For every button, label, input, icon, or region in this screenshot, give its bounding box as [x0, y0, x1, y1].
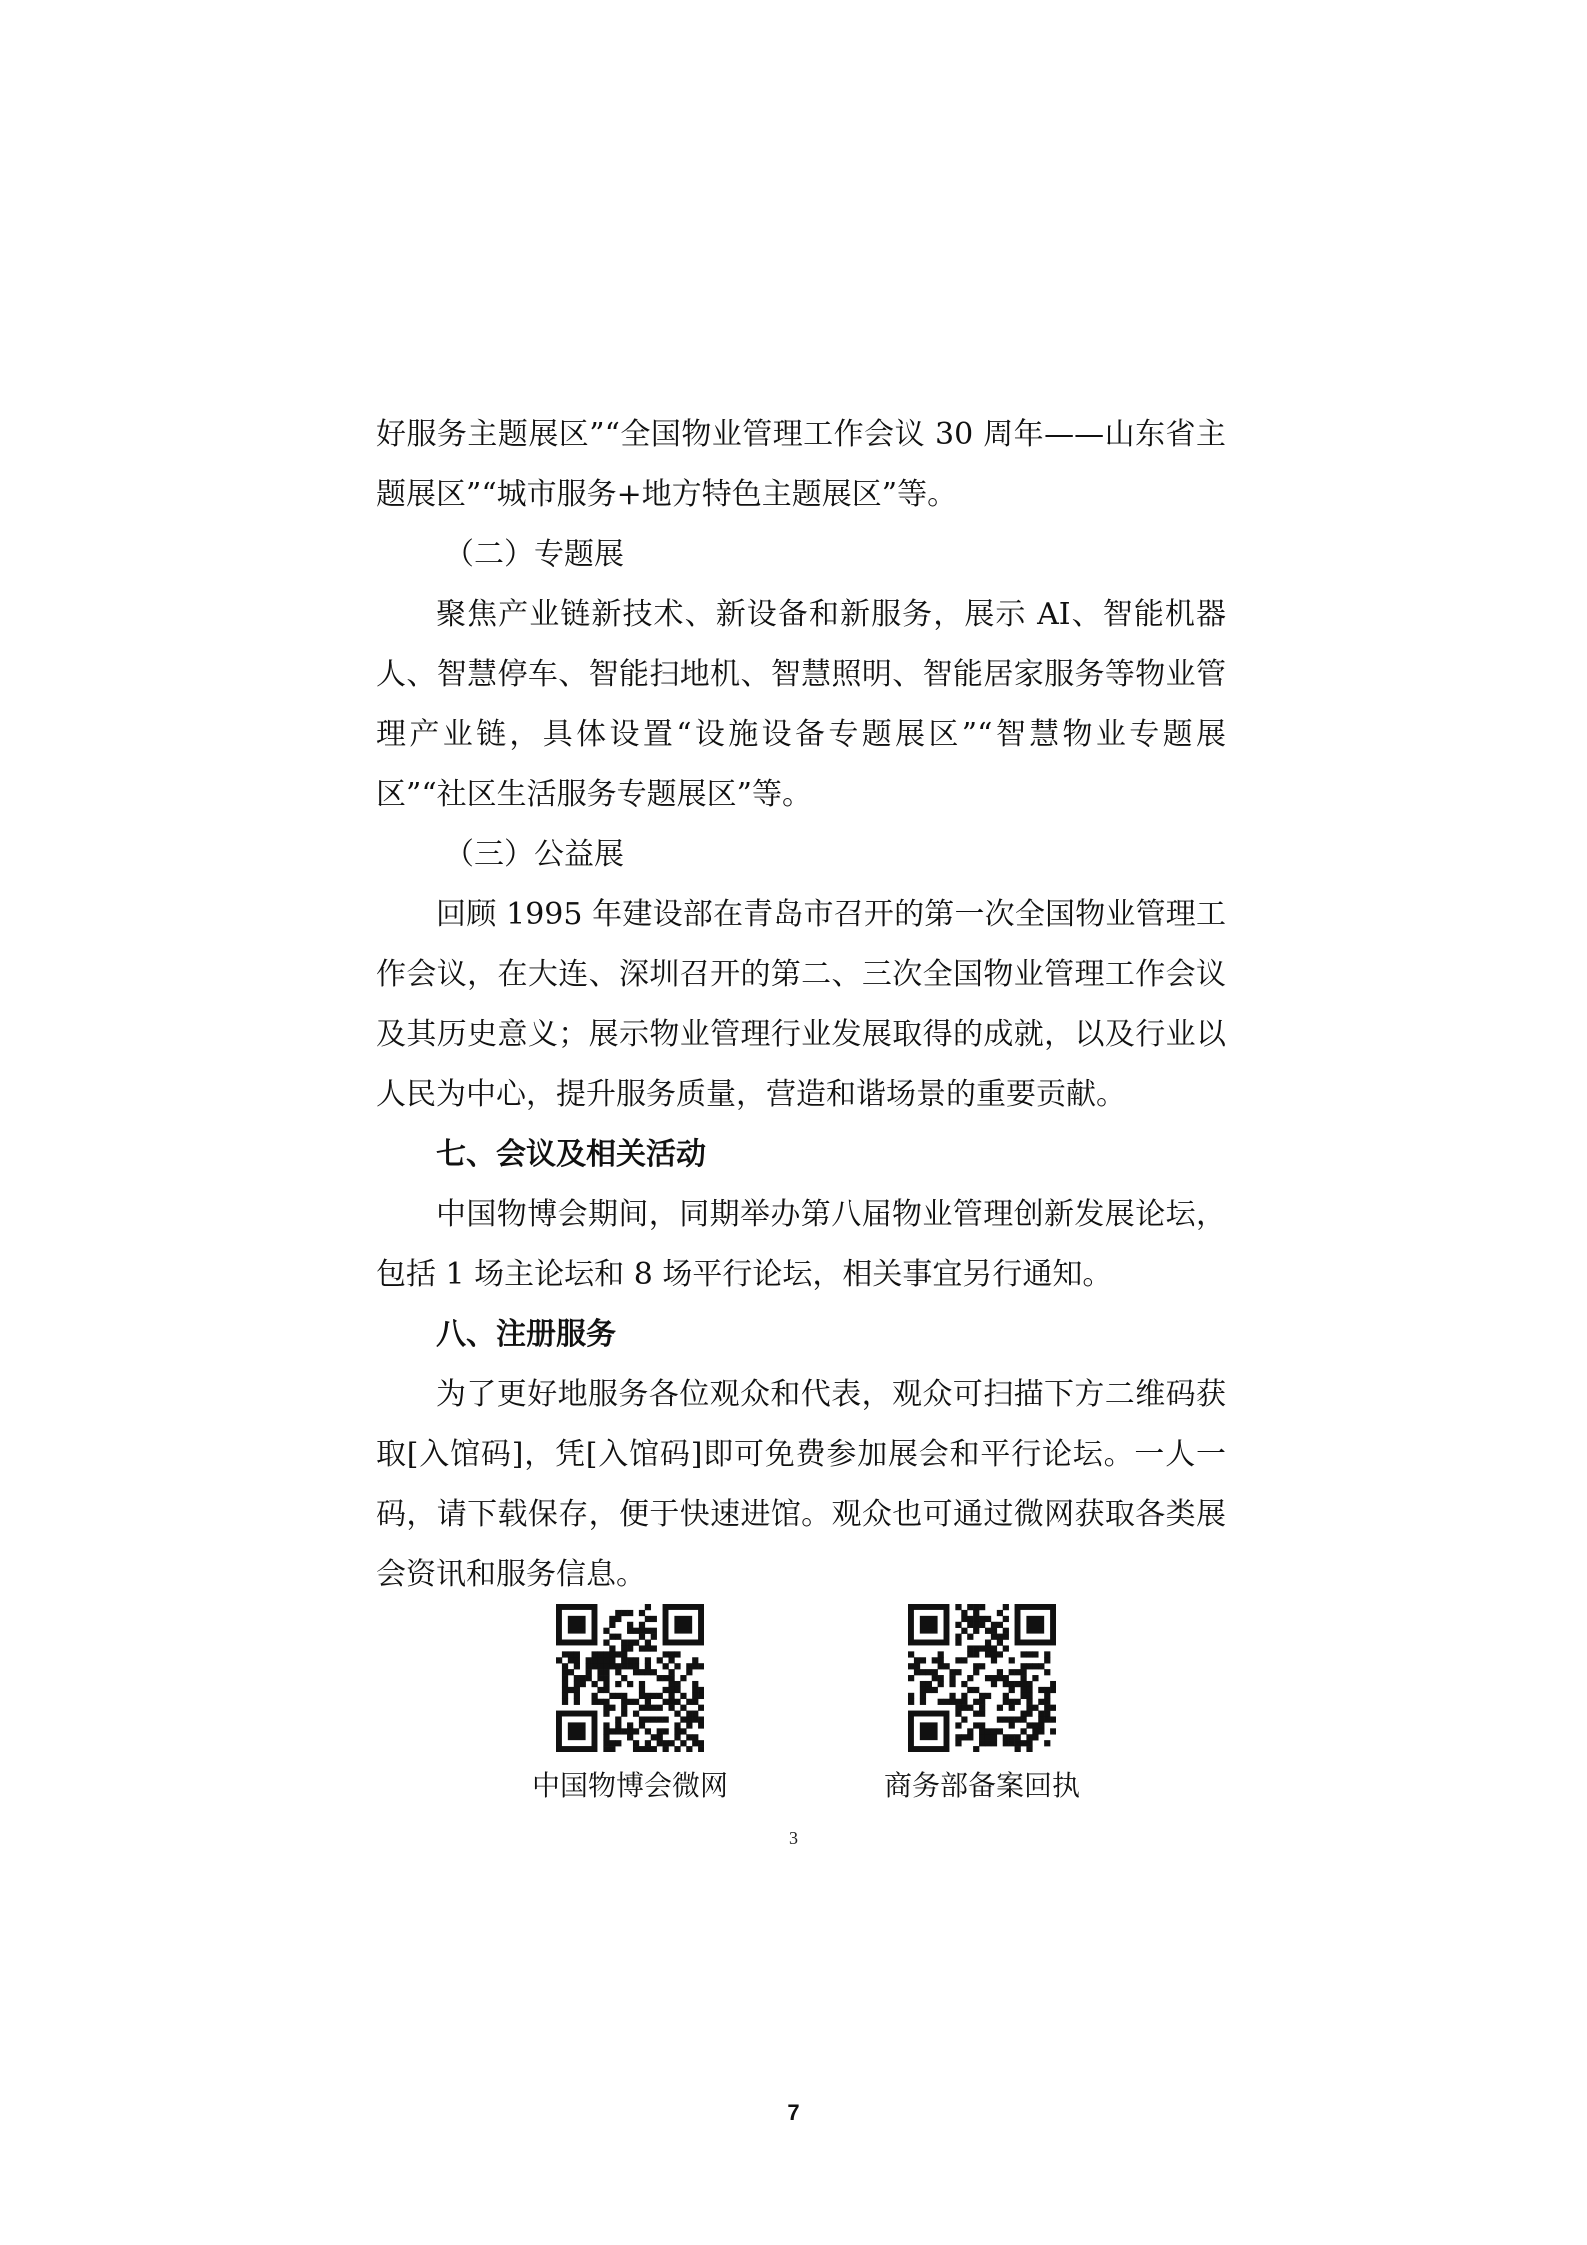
heading-public-exhibition: （三）公益展 — [444, 837, 624, 872]
qr-code-icon[interactable] — [908, 1604, 1056, 1752]
qr-caption-filing-receipt: 商务部备案回执 — [883, 1769, 1080, 1802]
body-text — [376, 405, 1226, 1605]
paragraph-registration: 为了更好地服务各位观众和代表，观众可扫描下方二维码获取[入馆码]，凭[入馆码]即可免费参加展会和平行论坛。一人一码，请下载保存，便于快速进馆。观众也可通过微网获取各类展会资讯和服务信息。 — [376, 1377, 1226, 1592]
inner-page-number: 3 — [789, 1828, 798, 1848]
qr-code-row — [0, 1604, 1587, 1804]
qr-caption-micro-site: 中国物博会微网 — [531, 1769, 728, 1802]
qr-block-micro-site — [500, 1604, 760, 1804]
qr-code-pattern — [556, 1604, 704, 1752]
heading-special-exhibition: （二）专题展 — [444, 537, 624, 572]
qr-block-filing-receipt — [852, 1604, 1112, 1804]
qr-code-icon[interactable] — [556, 1604, 704, 1752]
paragraph-exhibition-zones: 好服务主题展区”“全国物业管理工作会议 30 周年——山东省主题展区”“城市服务+地方特色主题展区”等。 — [376, 417, 1226, 512]
heading-section-7: 七、会议及相关活动 — [436, 1137, 706, 1172]
qr-code-pattern — [908, 1604, 1056, 1752]
paragraph-public-exhibition: 回顾 1995 年建设部在青岛市召开的第一次全国物业管理工作会议，在大连、深圳召开的第二、三次全国物业管理工作会议及其历史意义；展示物业管理行业发展取得的成就，以及行业以人民为中心，提升服务质量，营造和谐场景的重要贡献。 — [376, 897, 1226, 1112]
page-number: 7 — [787, 2100, 800, 2125]
paragraph-forum: 中国物博会期间，同期举办第八届物业管理创新发展论坛，包括 1 场主论坛和 8 场平行论坛，相关事宜另行通知。 — [376, 1197, 1226, 1292]
heading-section-8: 八、注册服务 — [436, 1317, 616, 1352]
paragraph-special-exhibition: 聚焦产业链新技术、新设备和新服务，展示 AI、智能机器人、智慧停车、智能扫地机、智慧照明、智能居家服务等物业管理产业链，具体设置“设施设备专题展区”“智慧物业专题展区”“社区生活服务专题展区”等。 — [376, 597, 1226, 812]
